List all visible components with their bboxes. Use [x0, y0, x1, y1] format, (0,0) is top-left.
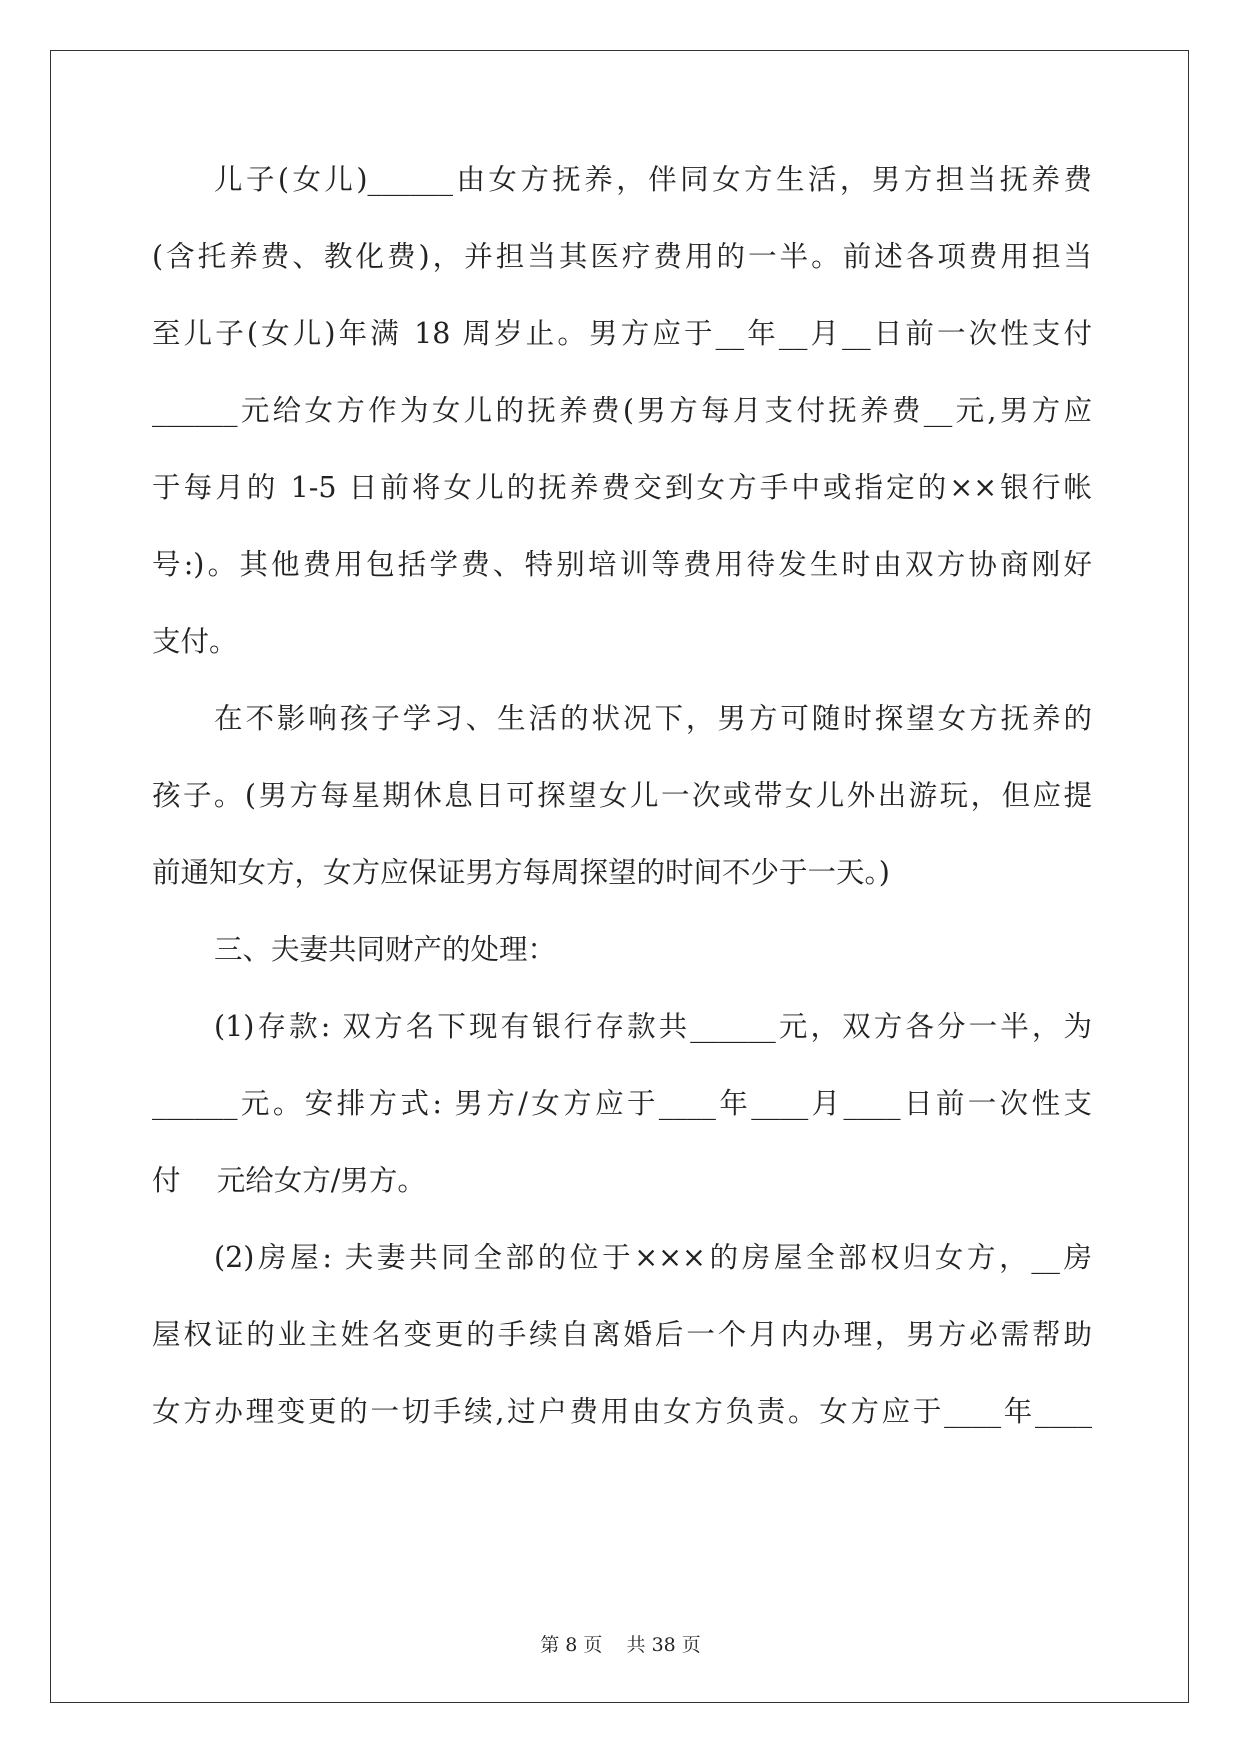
paragraph-house	[152, 1238, 1092, 1469]
text-line: (含托养费、教化费)，并担当其医疗费用的一半。前述各项费用担当	[152, 240, 1092, 273]
text-line: 支付。	[152, 625, 238, 658]
section-heading-property	[152, 930, 1092, 1007]
page-number-footer: 第 8 页 共 38 页	[540, 1634, 701, 1656]
paragraph-savings	[152, 1007, 1092, 1238]
text-line: 前通知女方，女方应保证男方每周探望的时间不少于一天。)	[152, 856, 890, 889]
text-line: 儿子(女儿)______由女方抚养，伴同女方生活，男方担当抚养费	[214, 163, 1092, 196]
text-line: 三、夫妻共同财产的处理：	[214, 933, 557, 966]
document-body	[152, 160, 1092, 1469]
text-line: ______元。安排方式: 男方/女方应于____年____月____日前一次性支	[152, 1087, 1092, 1120]
text-line: ______元给女方作为女儿的抚养费(男方每月支付抚养费__元,男方应	[152, 394, 1092, 427]
paragraph-child-support	[152, 160, 1092, 699]
text-line: 孩子。(男方每星期休息日可探望女儿一次或带女儿外出游玩，但应提	[152, 779, 1092, 812]
text-line: 于每月的 1-5 日前将女儿的抚养费交到女方手中或指定的××银行帐	[152, 471, 1092, 504]
text-line: 女方办理变更的一切手续,过户费用由女方负责。女方应于____年____	[152, 1395, 1092, 1428]
paragraph-visitation	[152, 699, 1092, 930]
text-line: 号:)。其他费用包括学费、特别培训等费用待发生时由双方协商刚好	[152, 548, 1092, 581]
text-line: 付 元给女方/男方。	[152, 1164, 426, 1197]
text-line: (2)房屋: 夫妻共同全部的位于×××的房屋全部权归女方，__房	[214, 1241, 1092, 1274]
text-line: 在不影响孩子学习、生活的状况下，男方可随时探望女方抚养的	[214, 702, 1092, 735]
text-line: 至儿子(女儿)年满 18 周岁止。男方应于__年__月__日前一次性支付	[152, 317, 1092, 350]
text-line: 屋权证的业主姓名变更的手续自离婚后一个月内办理，男方必需帮助	[152, 1318, 1092, 1351]
text-line: (1)存款: 双方名下现有银行存款共______元，双方各分一半，为	[214, 1010, 1092, 1043]
